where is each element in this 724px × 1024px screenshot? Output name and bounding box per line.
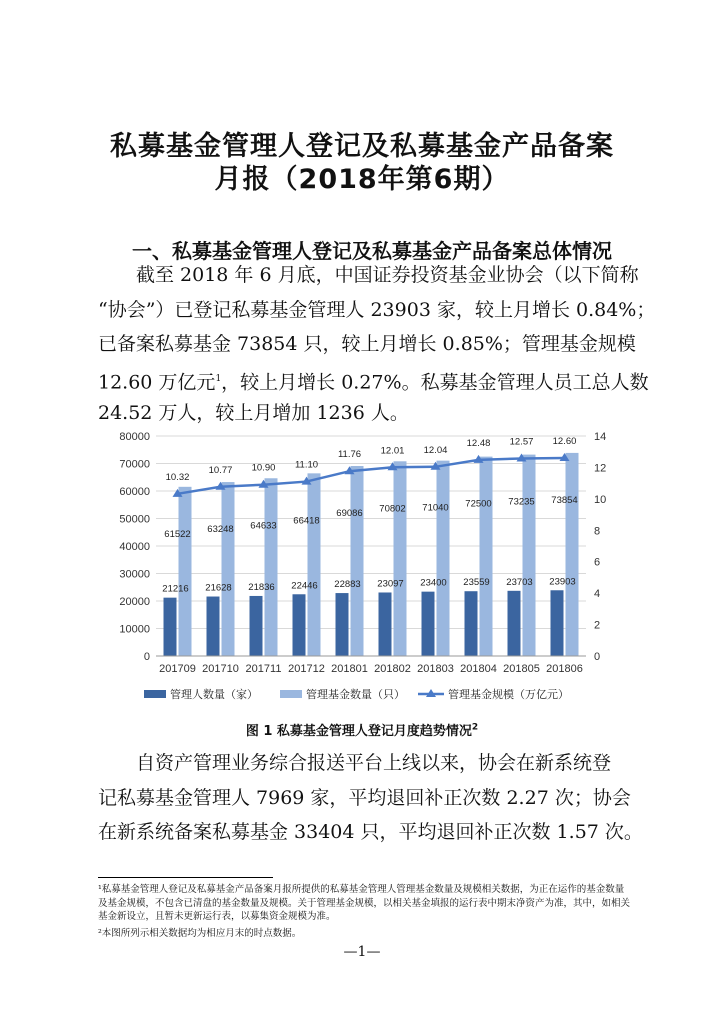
bar-managers: [250, 596, 263, 656]
label-scale: 11.10: [294, 459, 319, 471]
system-paragraph: [98, 746, 643, 850]
para1-line4: [98, 362, 649, 397]
para1-line3: 已备案私募基金 73854 只，较上月增长 0.85%；管理基金规模: [98, 333, 636, 355]
right-tick-label: 4: [594, 588, 601, 601]
left-tick-label: 40000: [119, 541, 150, 553]
right-tick-label: 8: [594, 525, 601, 538]
bar-funds: [265, 478, 278, 656]
para2-line3: 在新系统备案私募基金 33404 只，平均退回补正次数 1.57 次。: [98, 821, 643, 843]
section-heading: 一、私募基金管理人登记及私募基金产品备案总体情况: [132, 239, 612, 263]
label-scale: 10.90: [251, 462, 276, 474]
caption-text: 图 1 私募基金管理人登记月度趋势情况: [245, 724, 472, 739]
left-tick-label: 50000: [119, 513, 150, 526]
footnote-mark-1[interactable]: 1: [215, 373, 222, 384]
label-managers: 22446: [291, 580, 318, 592]
label-funds: 63248: [207, 524, 234, 536]
label-funds: 64633: [250, 520, 277, 532]
left-tick-label: 70000: [119, 458, 150, 471]
bar-funds: [222, 482, 235, 656]
bar-funds: [351, 466, 364, 656]
label-funds: 61522: [164, 528, 191, 540]
label-managers: 21628: [205, 582, 232, 594]
para1-line5: 24.52 万人，较上月增加 1236 人。: [98, 402, 409, 424]
para2-line2: 记私募基金管理人 7969 家，平均退回补正次数 2.27 次；协会: [98, 786, 631, 809]
bar-managers: [207, 597, 220, 656]
legend-label-funds: 管理基金数量（只）: [306, 688, 405, 701]
bar-funds: [523, 455, 536, 656]
bar-managers: [508, 591, 521, 656]
para1-line1: 截至 2018 年 6 月底，中国证券投资基金业协会（以下简称: [136, 264, 639, 286]
footnote-2: ²本图所列示相关数据均为相应月末的时点数据。: [98, 928, 302, 939]
label-scale: 11.76: [337, 449, 362, 461]
x-tick-label: 201802: [374, 663, 411, 675]
label-scale: 12.60: [552, 436, 577, 447]
bar-managers: [336, 593, 349, 656]
right-tick-label: 10: [594, 493, 607, 506]
bar-funds: [394, 461, 407, 656]
label-managers: 23703: [506, 576, 533, 588]
footnote-mark-2[interactable]: 2: [471, 722, 479, 733]
para1-line4a: 12.60 万亿元: [98, 370, 216, 393]
legend-swatch-managers: [144, 690, 166, 698]
footnote-divider: [98, 877, 273, 878]
legend-label-managers: 管理人数量（家）: [170, 688, 258, 701]
label-funds: 70802: [379, 503, 406, 515]
x-tick-label: 201710: [202, 663, 239, 675]
label-funds: 73235: [508, 496, 535, 508]
bar-managers: [164, 598, 177, 656]
label-funds: 71040: [422, 502, 449, 514]
para1-line4b: ，较上月增长 0.27%。私募基金管理人员工总人数: [221, 370, 649, 393]
report-title-line1: 私募基金管理人登记及私募基金产品备案: [110, 131, 614, 162]
bar-managers: [379, 592, 392, 656]
label-funds: 69086: [336, 508, 363, 520]
label-funds: 73854: [551, 494, 578, 506]
label-managers: 22883: [334, 579, 361, 591]
label-managers: 23903: [549, 576, 576, 588]
report-title-line2: 月报（2018年第6期）: [214, 164, 510, 195]
label-funds: 72500: [465, 498, 492, 510]
bar-managers: [293, 594, 306, 656]
right-tick-label: 12: [594, 462, 607, 475]
left-tick-label: 60000: [119, 486, 150, 498]
page-number: —1—: [343, 944, 381, 960]
right-tick-label: 2: [594, 619, 601, 632]
label-managers: 21836: [248, 581, 275, 593]
label-scale: 10.77: [208, 464, 233, 476]
left-tick-label: 20000: [119, 596, 150, 608]
left-tick-label: 10000: [119, 623, 150, 636]
label-managers: 23559: [463, 577, 490, 589]
label-managers: 23097: [377, 578, 404, 590]
bar-funds: [179, 487, 192, 656]
right-tick-label: 14: [594, 431, 607, 443]
x-tick-label: 201711: [245, 663, 282, 675]
x-tick-label: 201803: [417, 663, 454, 675]
bar-managers: [422, 592, 435, 656]
legend-label-scale: 管理基金规模（万亿元）: [448, 688, 569, 701]
x-tick-label: 201804: [460, 663, 497, 675]
bar-funds: [437, 461, 450, 656]
x-tick-label: 201712: [288, 663, 325, 675]
legend-swatch-funds: [280, 690, 302, 698]
bar-managers: [465, 591, 478, 656]
label-scale: 12.01: [380, 445, 405, 457]
x-tick-label: 201709: [159, 663, 196, 675]
bar-funds: [566, 453, 579, 656]
bar-managers: [551, 590, 564, 656]
right-tick-label: 0: [594, 651, 601, 663]
right-tick-label: 6: [594, 556, 601, 569]
bar-funds: [308, 473, 321, 656]
footnote-1: ¹私募基金管理人登记及私募基金产品备案月报所提供的私募基金管理人管理基金数量及规模相关数据，为正在运作的基金数量及基金规模，不包含已清盘的基金数量及规模。关于管理基金规模，以相关基金填报的运行表中期末净资产为准，其中，如相关基金新设立，且暂未更新运行表，以募集资金规模为准。: [98, 884, 631, 922]
label-scale: 12.48: [466, 437, 491, 449]
x-tick-label: 201801: [331, 663, 368, 675]
figure-caption: [0, 720, 724, 739]
left-tick-label: 0: [143, 651, 150, 663]
label-scale: 10.32: [165, 471, 190, 483]
label-scale: 12.57: [509, 436, 534, 448]
trend-chart: [96, 424, 626, 714]
label-scale: 12.04: [423, 444, 448, 456]
x-tick-label: 201806: [546, 663, 583, 675]
x-tick-label: 201805: [503, 663, 540, 675]
para2-line1: 自资产管理业务综合报送平台上线以来，协会在新系统登: [136, 752, 612, 774]
summary-paragraph: [98, 258, 656, 431]
label-managers: 23400: [420, 577, 447, 589]
label-managers: 21216: [162, 583, 189, 595]
left-tick-label: 80000: [119, 431, 150, 443]
bar-funds: [480, 457, 493, 656]
para1-line2: “协会”）已登记私募基金管理人 23903 家，较上月增长 0.84%；: [98, 298, 656, 321]
label-funds: 66418: [293, 515, 320, 527]
left-tick-label: 30000: [119, 568, 150, 581]
